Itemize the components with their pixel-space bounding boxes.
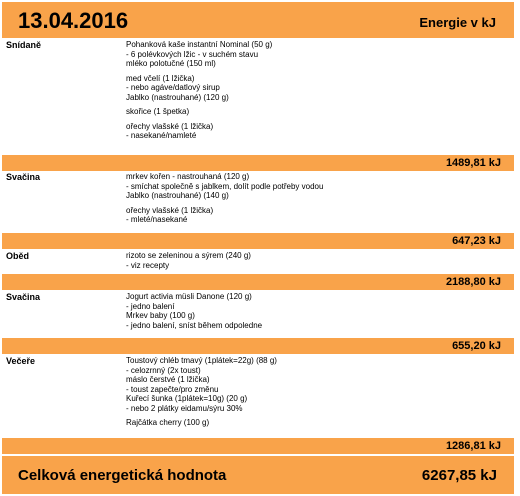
meal-total: 1286,81 kJ — [445, 440, 501, 452]
meal-total-bar — [2, 438, 514, 454]
meal-item: - jedno balení — [126, 301, 175, 311]
meal-total-bar — [2, 338, 514, 354]
meal-name: Svačina — [6, 172, 41, 182]
meal-items — [126, 40, 466, 141]
meal-name: Večeře — [6, 356, 36, 366]
meal-item: mrkev kořen - nastrouhaná (120 g) — [126, 172, 250, 181]
header-bar — [2, 2, 514, 38]
grand-total-label: Celková energetická hodnota — [18, 467, 227, 484]
meal-item: ořechy vlašské (1 lžička) — [126, 205, 214, 215]
meal-name: Snídaně — [6, 40, 42, 50]
meal-total-bar — [2, 274, 514, 290]
meal-section-lunch — [2, 251, 514, 273]
meal-section-dinner — [2, 356, 514, 436]
meal-item: - nasekané/namleté — [126, 131, 197, 140]
meal-total: 647,23 kJ — [452, 235, 501, 247]
meal-item: Pohanková kaše instantní Nominal (50 g) — [126, 40, 273, 49]
meal-items — [126, 292, 466, 330]
meal-item: rizoto se zeleninou a sýrem (240 g) — [126, 251, 251, 260]
meal-item: Mrkev baby (100 g) — [126, 311, 195, 320]
meal-total-bar — [2, 233, 514, 249]
meal-item: med včelí (1 lžička) — [126, 73, 195, 83]
meal-items — [126, 172, 466, 225]
meal-name: Svačina — [6, 292, 41, 302]
meal-item: - mleté/nasekané — [126, 215, 188, 224]
meal-total: 2188,80 kJ — [445, 276, 501, 288]
meal-item: - nebo agáve/datlový sirup — [126, 83, 220, 92]
meal-item: máslo čerstvé (1 lžička) — [126, 375, 210, 384]
meal-item: - jedno balení, sníst během odpoledne — [126, 320, 263, 330]
meal-item: - nebo 2 plátky eidamu/sýru 30% — [126, 403, 243, 413]
grand-total-bar — [2, 456, 514, 494]
meal-items — [126, 356, 466, 428]
plan-date: 13.04.2016 — [18, 8, 129, 33]
meal-item: Jogurt activia müsli Danone (120 g) — [126, 292, 252, 301]
meal-item: Kuřecí šunka (1plátek=10g) (20 g) — [126, 394, 248, 403]
meal-item: Jablko (nastrouhané) (140 g) — [126, 191, 229, 200]
meal-item: Toustový chléb tmavý (1plátek=22g) (88 g) — [126, 356, 277, 365]
meal-total-bar — [2, 155, 514, 171]
meal-total: 655,20 kJ — [452, 340, 501, 352]
meal-section-snack-1 — [2, 172, 514, 230]
meal-total: 1489,81 kJ — [445, 157, 501, 169]
meal-item: - toust zapečte/pro změnu — [126, 384, 219, 394]
energy-unit-label: Energie v kJ — [419, 15, 496, 30]
meal-item: - viz recepty — [126, 260, 170, 270]
meal-item: - celozrnný (2x toust) — [126, 365, 201, 375]
grand-total-value: 6267,85 kJ — [421, 467, 497, 484]
meal-name: Oběd — [6, 251, 30, 261]
meal-item: - 6 polévkových lžic - v suchém stavu — [126, 49, 259, 59]
meal-section-snack-2 — [2, 292, 514, 336]
meal-item: Rajčátka cherry (100 g) — [126, 418, 210, 427]
meal-section-breakfast — [2, 40, 514, 156]
meal-item: - smíchat společně s jablkem, dolít podle potřeby vodou — [126, 181, 324, 191]
meal-item: Jablko (nastrouhané) (120 g) — [126, 92, 229, 102]
meal-items — [126, 251, 466, 270]
meal-item: skořice (1 špetka) — [126, 107, 190, 116]
meal-plan-sheet — [2, 2, 514, 494]
meal-item: ořechy vlašské (1 lžička) — [126, 121, 214, 131]
meal-item: mléko polotučné (150 ml) — [126, 59, 216, 68]
